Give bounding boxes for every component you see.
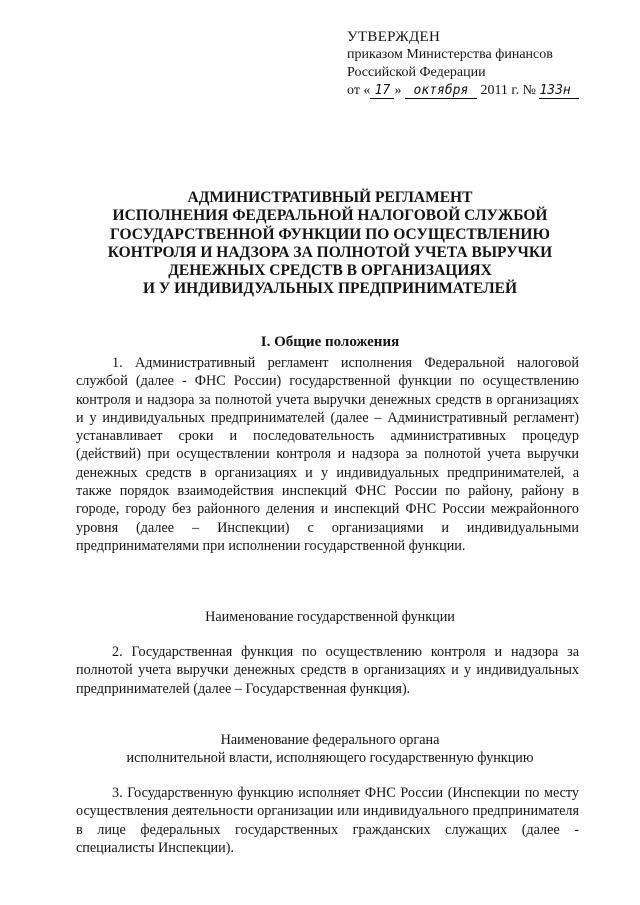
paragraph-1: 1. Административный регламент исполнения Федеральной налоговой службой (далее - ФНС России) государственной функции по осуществлению контроля и надзора за полнотой учета выручки денежных средств в организациях и у индивидуальных предпринимателей (далее – Административный регламент) устанавливает сроки и последовательность административных процедур (действий) при осуществлении контроля и надзора за полнотой учета выручки денежных средств в организациях и у индивидуальных предпринимателей, а также порядок взаимодействия инспекций ФНС России по району, району в городе, городу без районного деления и инспекций ФНС России межрайонного уровня (далее – Инспекции) с организациями и индивидуальными предпринимателями при исполнении государственной функции. [76, 355, 579, 554]
paragraph-3: 3. Государственную функцию исполняет ФНС России (Инспекции по месту осуществления деятельности организации или индивидуального предпринимателя в лице федеральных государственных гражданских служащих (далее - специалисты Инспекции). [76, 785, 579, 856]
date-month: октября [405, 84, 477, 99]
title-line: ИСПОЛНЕНИЯ ФЕДЕРАЛЬНОЙ НАЛОГОВОЙ СЛУЖБОЙ [112, 207, 548, 225]
title-line: И У ИНДИВИДУАЛЬНЫХ ПРЕДПРИНИМАТЕЛЕЙ [142, 280, 518, 298]
approval-date-line [347, 82, 579, 100]
approval-line-1: приказом Министерства финансов [347, 47, 553, 62]
title-line: ДЕНЕЖНЫХ СРЕДСТВ В ОРГАНИЗАЦИЯХ [168, 262, 492, 280]
subhead-line-1: Наименование федерального органа [220, 732, 440, 748]
document-title [60, 189, 600, 299]
order-number: 133н [539, 84, 579, 99]
approval-block [347, 28, 579, 100]
subhead-federal-body [60, 731, 600, 768]
title-line: АДМИНИСТРАТИВНЫЙ РЕГЛАМЕНТ [187, 189, 473, 206]
date-mid: » [394, 83, 402, 98]
subhead-function-name: Наименование государственной функции [205, 609, 455, 625]
date-year: 2011 г. № [480, 83, 536, 98]
title-line: КОНТРОЛЯ И НАДЗОРА ЗА ПОЛНОТОЙ УЧЕТА ВЫРУЧКИ [107, 243, 553, 261]
approval-line-2: Российской Федерации [347, 65, 486, 80]
date-prefix: от « [347, 83, 371, 98]
approval-heading: УТВЕРЖДЕН [347, 29, 441, 45]
paragraph-2: 2. Государственная функция по осуществлению контроля и надзора за полнотой учета выручки денежных средств в организациях и у индивидуальных предпринимателей (далее – Государственная функция). [76, 644, 579, 697]
title-line: ГОСУДАРСТВЕННОЙ ФУНКЦИИ ПО ОСУЩЕСТВЛЕНИЮ [110, 225, 550, 243]
date-day: 17 [370, 84, 394, 99]
section-title: I. Общие положения [260, 334, 400, 350]
subhead-line-2: исполнительной власти, исполняющего государственную функцию [126, 750, 534, 767]
